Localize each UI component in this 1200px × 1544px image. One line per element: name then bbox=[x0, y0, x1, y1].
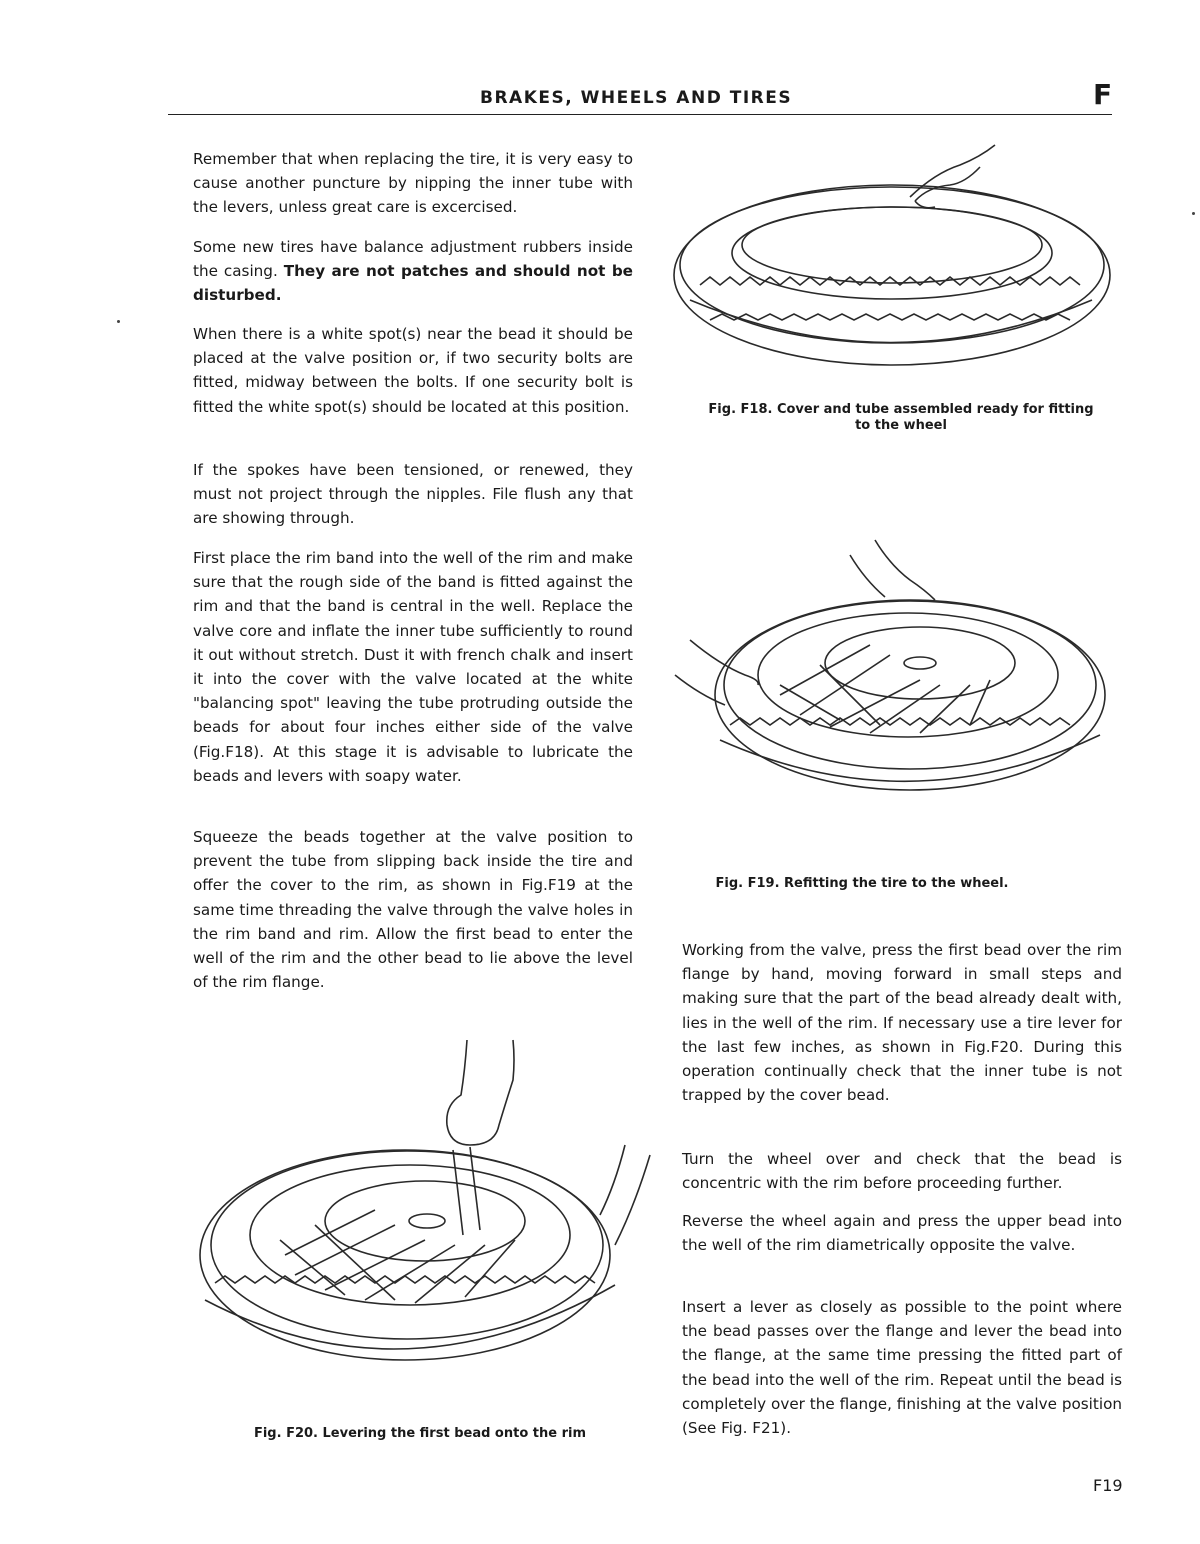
figure-f18-tire-illustration bbox=[660, 135, 1130, 375]
figure-f18-caption bbox=[682, 402, 1120, 434]
figure-f19-wheel-illustration bbox=[670, 535, 1120, 805]
page-number: F19 bbox=[1093, 1476, 1123, 1495]
balance-rubbers-text: Some new tires have balance adjustment rubbers inside the casing. bbox=[193, 238, 633, 281]
paragraph-balance-rubbers bbox=[193, 235, 633, 308]
figure-f20-caption: Fig. F20. Levering the first bead onto the rim bbox=[253, 1426, 587, 1441]
figure-f20-lever-illustration bbox=[195, 1035, 665, 1395]
paragraph-spokes: If the spokes have been tensioned, or renewed, they must not project through the nipples. File flush any that are showing through. bbox=[193, 461, 633, 528]
paragraph-insert-lever: Insert a lever as closely as possible to the point where the bead passes over the flange and lever the bead into the flange, at the same time pressing the fitted part of the bead into the well of the rim. Repeat until the bead is completely over the flange, finishing at the valve position (See Fig. F21). bbox=[682, 1298, 1122, 1438]
paragraph-white-spot: When there is a white spot(s) near the bead it should be placed at the valve position or, if two security bolts are fitted, midway between the bolts. If one security bolt is fitted the white spot(s) should be located at this position. bbox=[193, 325, 633, 416]
paragraph-puncture-warning: Remember that when replacing the tire, it is very easy to cause another puncture by nipping the inner tube with the levers, unless great care is excercised. bbox=[193, 150, 633, 217]
figure-f18-caption-line1: Fig. F18. Cover and tube assembled ready for fitting bbox=[708, 402, 1094, 417]
paragraph-squeeze-beads: Squeeze the beads together at the valve position to prevent the tube from slipping back inside the tire and offer the cover to the rim, as shown in Fig.F19 at the same time threading the valve through the valve holes in the rim band and rim. Allow the first bead to enter the well of the rim and the other bead to lie above the level of the rim flange. bbox=[193, 828, 633, 992]
section-letter: F bbox=[1093, 78, 1113, 111]
page-header-title: BRAKES, WHEELS AND TIRES bbox=[480, 88, 793, 108]
paragraph-rim-band: First place the rim band into the well of the rim and make sure that the rough side of the band is fitted against the rim and that the band is central in the well. Replace the valve core and inflate the inner tube sufficiently to round it out without stretch. Dust it with french chalk and insert it into the cover with the valve located at the white "balancing spot" leaving the tube protruding outside the beads for about four inches either side of the valve (Fig.F18). At this stage it is advisable to lubricate the beads and levers with soapy water. bbox=[193, 549, 633, 785]
figure-f19-caption: Fig. F19. Refitting the tire to the wheel. bbox=[715, 876, 1009, 891]
balance-rubbers-warning: They are not patches and should not be disturbed. bbox=[193, 262, 633, 305]
scan-speck bbox=[1192, 212, 1195, 215]
paragraph-turn-wheel: Turn the wheel over and check that the bead is concentric with the rim before proceeding further. bbox=[682, 1150, 1122, 1193]
scan-speck bbox=[117, 320, 120, 323]
paragraph-working-from-valve: Working from the valve, press the first bead over the rim flange by hand, moving forward in small steps and making sure that the part of the bead already dealt with, lies in the well of the rim. If necessary use a tire lever for the last few inches, as shown in Fig.F20. During this operation continually check that the inner tube is not trapped by the cover bead. bbox=[682, 941, 1122, 1105]
header-rule bbox=[168, 114, 1112, 115]
figure-f18-caption-line2: to the wheel bbox=[855, 418, 947, 433]
paragraph-reverse-wheel: Reverse the wheel again and press the upper bead into the well of the rim diametrically opposite the valve. bbox=[682, 1212, 1122, 1255]
